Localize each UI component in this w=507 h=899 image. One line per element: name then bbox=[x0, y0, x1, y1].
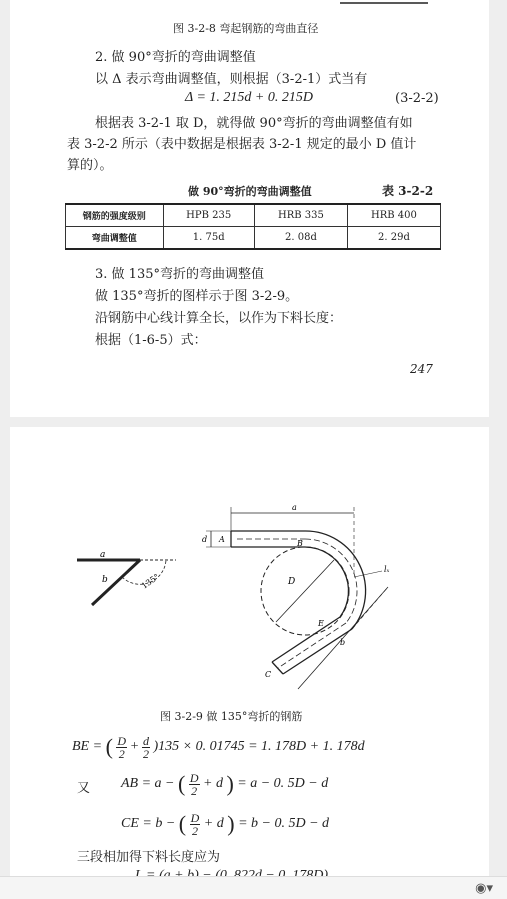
table-row bbox=[66, 227, 441, 250]
label-135: 135° bbox=[139, 572, 161, 591]
label-b-small: b bbox=[102, 575, 108, 585]
paragraph: 以 Δ 表示弯曲调整值，则根据（3-2-1）式当有 bbox=[95, 72, 368, 87]
viewer-bottom-bar bbox=[0, 876, 507, 899]
paragraph: 三段相加得下料长度应为 bbox=[77, 850, 221, 865]
table-cell: 1. 75d bbox=[163, 227, 254, 250]
eye-comfort-icon[interactable]: ◉▾ bbox=[475, 881, 493, 896]
table-cell: 2. 29d bbox=[347, 227, 440, 250]
page-248 bbox=[10, 427, 489, 899]
bent-bar-diagram bbox=[202, 503, 390, 689]
figure-caption-3-2-8: 图 3-2-8 弯起钢筋的弯曲直径 bbox=[173, 22, 319, 35]
paragraph: 根据（1-6-5）式： bbox=[95, 333, 207, 348]
table-header-cell: 钢筋的强度级别 bbox=[66, 204, 164, 227]
table-header-cell: HRB 400 bbox=[347, 204, 440, 227]
paragraph: 算的）。 bbox=[67, 158, 113, 173]
paragraph: 沿钢筋中心线计算全长，以作为下料长度： bbox=[95, 311, 343, 326]
paragraph: 根据表 3-2-1 取 D，就得做 90°弯折的弯曲调整值有如 bbox=[95, 116, 413, 131]
page-number: 247 bbox=[410, 362, 433, 376]
table-header-cell: HPB 235 bbox=[163, 204, 254, 227]
paragraph: 表 3-2-2 所示（表中数据是根据表 3-2-1 规定的最小 D 值计 bbox=[67, 137, 417, 152]
label-lx: lₓ bbox=[384, 565, 390, 574]
equation-ab: AB = a − ( $\frac{D}{2}$ + d ) = a − 0. 5D − d bbox=[121, 770, 329, 798]
label-b: b bbox=[340, 638, 346, 647]
label-E: E bbox=[318, 619, 324, 628]
equation-ce: CE = b − ( $\frac{D}{2}$ + d ) = b − 0. 5D − d bbox=[121, 810, 330, 838]
equation-number: (3-2-2) bbox=[395, 91, 439, 106]
table-3-2-2 bbox=[65, 203, 441, 250]
figure-3-2-9 bbox=[10, 427, 489, 707]
table-header-row bbox=[66, 204, 441, 227]
equation-be: BE = ( $\frac{D}{2}$ + $\frac{d}{2}$ )135 × 0. 01745 = 1. 178D + 1. 178d bbox=[72, 733, 365, 761]
table-title: 做 90°弯折的弯曲调整值 bbox=[188, 185, 312, 198]
page-247 bbox=[10, 0, 489, 417]
label-a: a bbox=[292, 503, 297, 512]
figure-3-2-8-fragment bbox=[340, 0, 430, 6]
section-heading-90: 2. 做 90°弯折的弯曲调整值 bbox=[95, 50, 256, 65]
label-C: C bbox=[265, 670, 272, 679]
table-cell: 弯曲调整值 bbox=[66, 227, 164, 250]
table-header-cell: HRB 335 bbox=[254, 204, 347, 227]
label-d: d bbox=[202, 535, 208, 544]
figure-caption-3-2-9: 图 3-2-9 做 135°弯折的钢筋 bbox=[160, 710, 303, 723]
paragraph: 做 135°弯折的图样示于图 3-2-9。 bbox=[95, 289, 299, 304]
angle-sketch bbox=[77, 550, 176, 605]
table-cell: 2. 08d bbox=[254, 227, 347, 250]
label-D: D bbox=[288, 577, 296, 587]
label-you: 又 bbox=[77, 781, 91, 796]
equation-delta: Δ = 1. 215d + 0. 215D bbox=[185, 90, 313, 105]
table-number: 表 3-2-2 bbox=[382, 184, 434, 198]
label-A: A bbox=[219, 535, 225, 544]
label-a-small: a bbox=[100, 550, 106, 560]
label-B: B bbox=[297, 539, 303, 548]
section-heading-135: 3. 做 135°弯折的弯曲调整值 bbox=[95, 267, 264, 282]
